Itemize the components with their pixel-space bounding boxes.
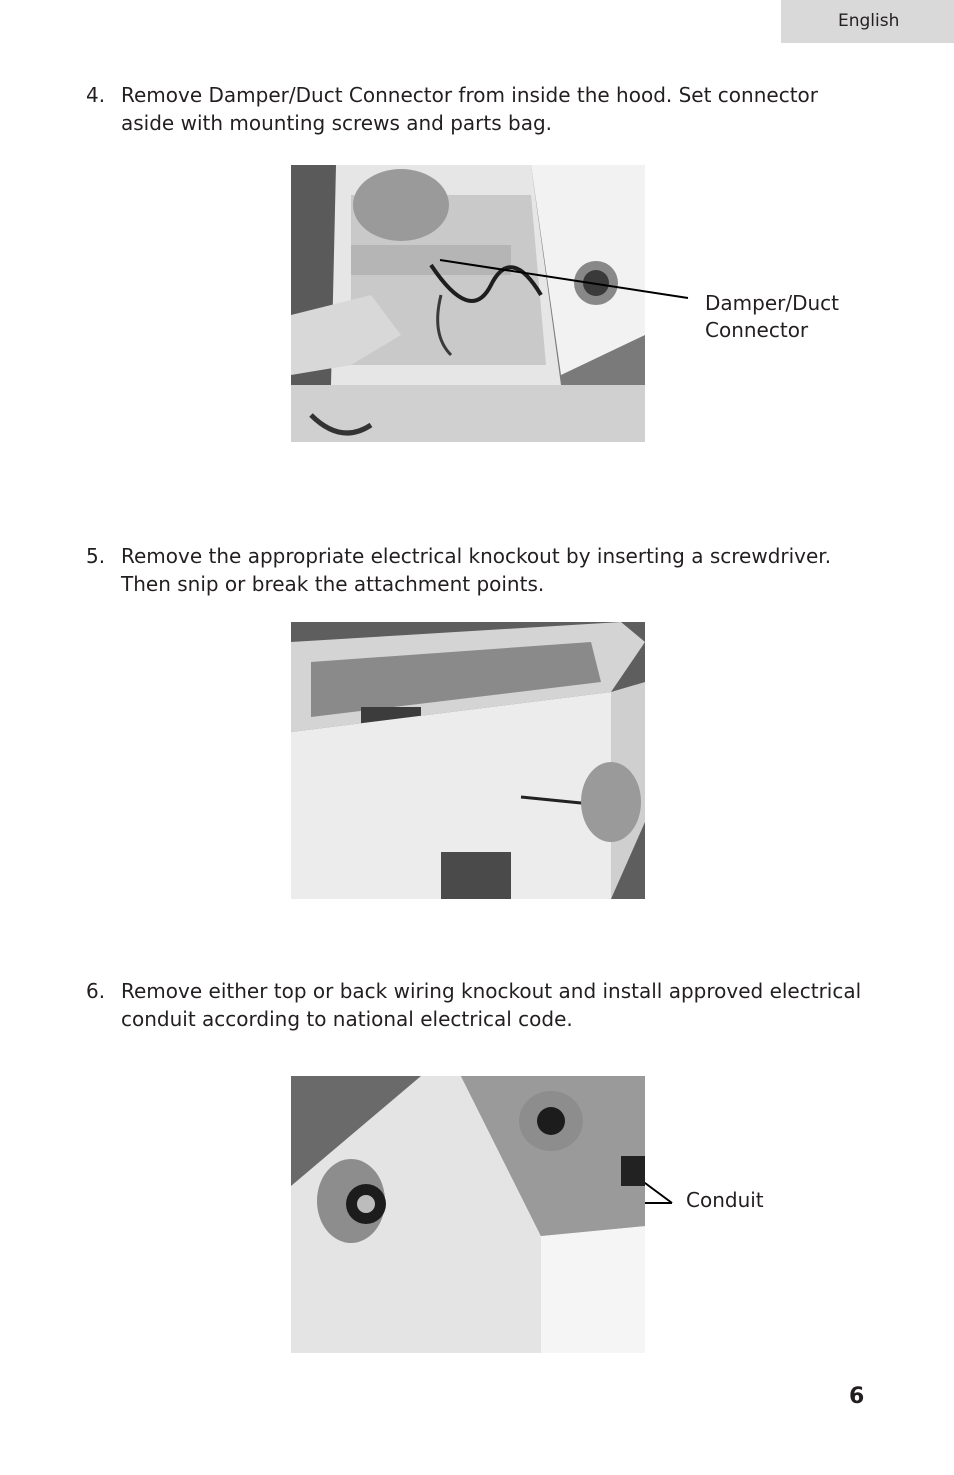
step-text: Remove the appropriate electrical knockout by inserting a screwdriver. Then snip or break the attachment points. — [121, 544, 832, 596]
language-tab: English — [781, 0, 954, 43]
step-5 — [86, 542, 866, 598]
step-number: 6. — [86, 979, 106, 1003]
callout-line-1: Conduit — [686, 1188, 764, 1212]
damper-duct-connector-label — [705, 290, 839, 344]
callout-line-2: Connector — [705, 318, 809, 342]
callout-line-1: Damper/Duct — [705, 291, 840, 315]
step-number: 4. — [86, 83, 106, 107]
step-text: Remove Damper/Duct Connector from inside the hood. Set connector aside with mounting screws and parts bag. — [121, 83, 818, 135]
step-4 — [86, 81, 866, 137]
photo-electrical-knockout — [291, 622, 645, 899]
conduit-label — [686, 1187, 764, 1214]
photo-conduit — [291, 1076, 645, 1353]
step-6 — [86, 977, 866, 1033]
step-text: Remove either top or back wiring knockout and install approved electrical conduit according to national electrical code. — [121, 979, 862, 1031]
photo-damper-duct-connector — [291, 165, 645, 442]
page-number: 6 — [849, 1384, 865, 1409]
step-number: 5. — [86, 544, 106, 568]
